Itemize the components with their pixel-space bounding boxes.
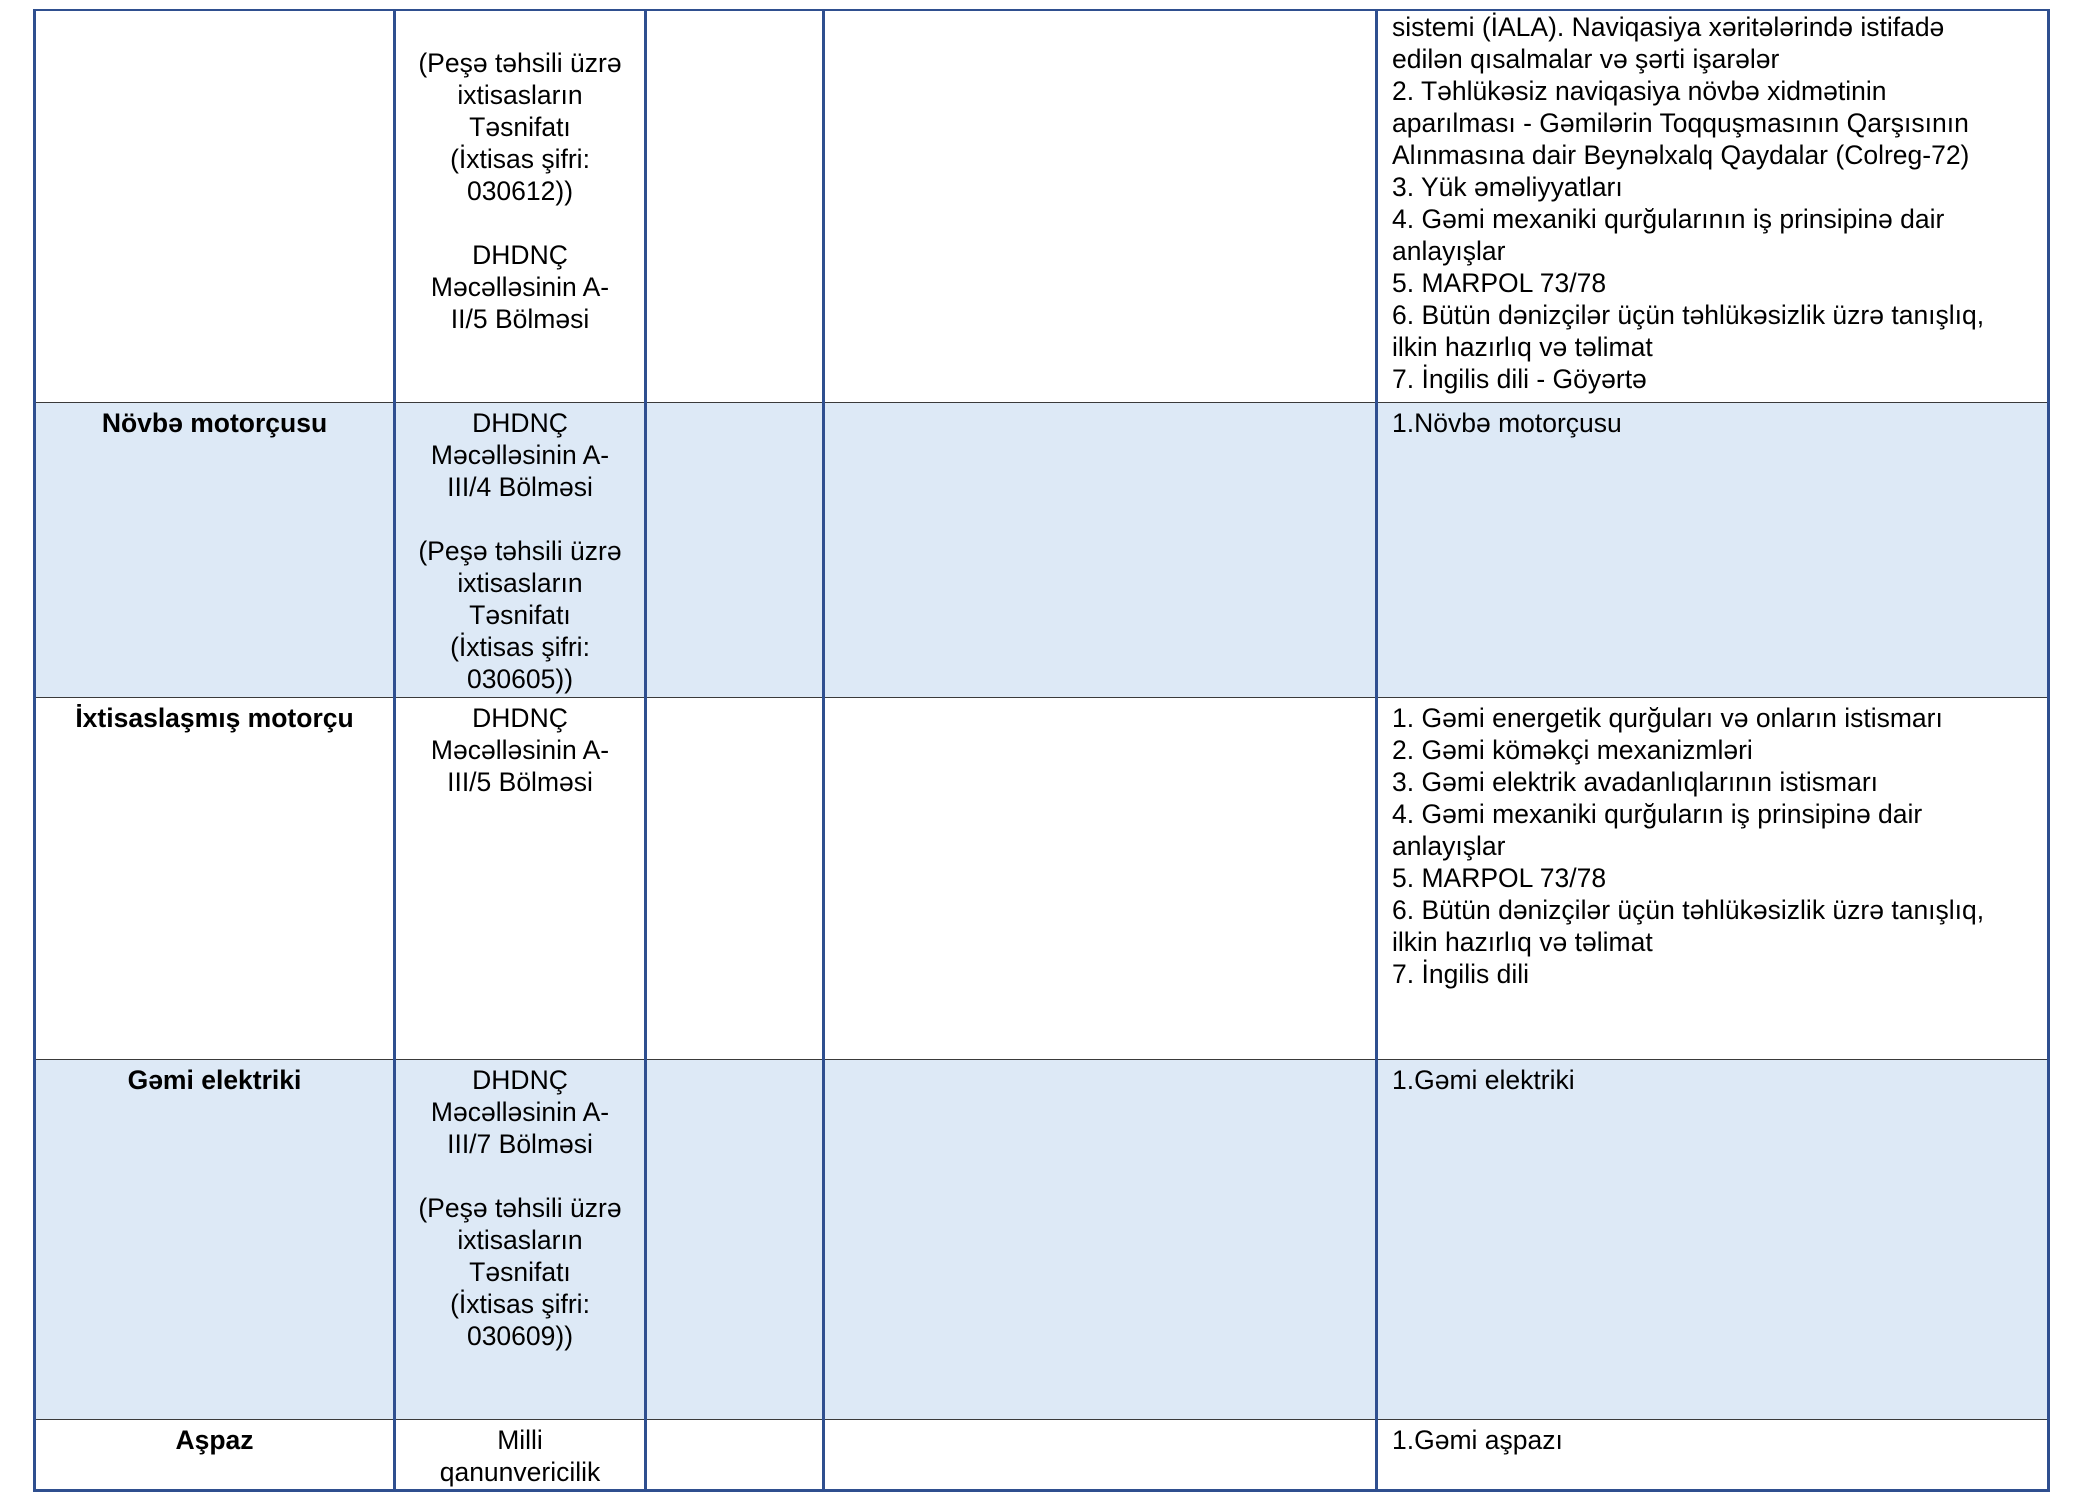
course-item: 4. Gəmi mexaniki qurğuların iş prinsipinə dair [1392, 799, 1923, 829]
standard-line: Məcəlləsinin A- [430, 440, 610, 470]
standard-line: III/5 Bölməsi [447, 767, 593, 797]
standard-line: ixtisasların [457, 568, 583, 598]
empty-cell [824, 1420, 1377, 1491]
standard-block-2 [410, 1192, 630, 1352]
standard-line: (İxtisas şifri: [450, 632, 590, 662]
courses-table [33, 9, 2050, 1492]
standard-line: DHDNÇ [472, 703, 568, 733]
standard-line: Məcəlləsinin A- [430, 1097, 610, 1127]
standard-line: 030609)) [466, 1321, 574, 1351]
standard-cell [395, 1060, 646, 1420]
course-item: sistemi (İALA). Naviqasiya xəritələrində istifadə [1392, 12, 1945, 42]
standard-line: Milli [497, 1425, 543, 1455]
table-row [35, 698, 2049, 1060]
table-row [35, 10, 2049, 403]
courses-cell [1377, 1060, 2049, 1420]
standard-line: 030605)) [466, 664, 574, 694]
position-name: Növbə motorçusu [101, 408, 328, 438]
empty-cell [824, 1060, 1377, 1420]
course-list [1392, 1424, 2037, 1456]
standard-line: (İxtisas şifri: [450, 1289, 590, 1319]
standard-line: (Peşə təhsili üzrə [418, 536, 622, 566]
standard-line: DHDNÇ [472, 240, 568, 270]
empty-cell [646, 1060, 824, 1420]
standard-block-1 [410, 1064, 630, 1160]
standard-line: (İxtisas şifri: [450, 144, 590, 174]
course-item: Alınmasına dair Beynəlxalq Qaydalar (Colreg-72) [1392, 140, 1970, 170]
standard-line: Təsnifatı [469, 112, 571, 142]
standard-cell [395, 403, 646, 698]
empty-cell [646, 403, 824, 698]
course-item: 5. MARPOL 73/78 [1392, 268, 1607, 298]
courses-cell [1377, 403, 2049, 698]
empty-cell [646, 10, 824, 403]
position-cell [35, 698, 395, 1060]
standard-block-1 [410, 702, 630, 798]
position-cell [35, 1060, 395, 1420]
standard-line: Təsnifatı [469, 1257, 571, 1287]
empty-cell [824, 10, 1377, 403]
course-item: ilkin hazırlıq və təlimat [1392, 927, 1653, 957]
courses-cell [1377, 1420, 2049, 1491]
course-list [1392, 702, 2037, 990]
course-item: 6. Bütün dənizçilər üçün təhlükəsizlik üzrə tanışlıq, [1392, 895, 1985, 925]
position-name: İxtisaslaşmış motorçu [75, 703, 354, 733]
course-item: 1. Gəmi energetik qurğuları və onların istismarı [1392, 703, 1943, 733]
course-item: 2. Təhlükəsiz naviqasiya növbə xidmətinin [1392, 76, 1887, 106]
standard-line: II/5 Bölməsi [450, 304, 590, 334]
course-item: 3. Gəmi elektrik avadanlıqlarının istismarı [1392, 767, 1879, 797]
empty-cell [824, 698, 1377, 1060]
course-item: aparılması - Gəmilərin Toqquşmasının Qarşısının [1392, 108, 1969, 138]
standard-line: III/4 Bölməsi [447, 472, 593, 502]
course-item: 1.Gəmi elektriki [1392, 1065, 1575, 1095]
standard-line: ixtisasların [457, 80, 583, 110]
course-item: 7. İngilis dili - Göyərtə [1392, 364, 1647, 394]
standard-line: (Peşə təhsili üzrə [418, 1193, 622, 1223]
course-item: anlayışlar [1392, 831, 1506, 861]
standard-line: qanunvericilik [439, 1457, 601, 1487]
course-item: 4. Gəmi mexaniki qurğularının iş prinsipinə dair [1392, 204, 1945, 234]
course-item: edilən qısalmalar və şərti işarələr [1392, 44, 1780, 74]
table-row [35, 1420, 2049, 1491]
course-item: 1.Gəmi aşpazı [1392, 1425, 1563, 1455]
course-list [1392, 407, 2037, 439]
course-item: 2. Gəmi köməkçi mexanizmləri [1392, 735, 1753, 765]
empty-cell [646, 1420, 824, 1491]
course-item: 5. MARPOL 73/78 [1392, 863, 1607, 893]
standard-line: III/7 Bölməsi [447, 1129, 593, 1159]
standard-line: DHDNÇ [472, 1065, 568, 1095]
standard-block-2 [410, 535, 630, 695]
position-name: Aşpaz [175, 1425, 254, 1455]
standard-line: Məcəlləsinin A- [430, 272, 610, 302]
course-item: 1.Növbə motorçusu [1392, 408, 1622, 438]
standard-line: ixtisasların [457, 1225, 583, 1255]
course-list [1392, 1064, 2037, 1096]
standard-cell [395, 10, 646, 403]
position-cell [35, 10, 395, 403]
standard-line: Məcəlləsinin A- [430, 735, 610, 765]
courses-cell [1377, 10, 2049, 403]
standard-block-1 [410, 407, 630, 503]
standard-line: (Peşə təhsili üzrə [418, 48, 622, 78]
empty-cell [824, 403, 1377, 698]
course-list [1392, 11, 2037, 395]
position-name: Gəmi elektriki [127, 1065, 302, 1095]
position-cell [35, 403, 395, 698]
standard-line: Təsnifatı [469, 600, 571, 630]
table-row [35, 1060, 2049, 1420]
courses-cell [1377, 698, 2049, 1060]
course-item: ilkin hazırlıq və təlimat [1392, 332, 1653, 362]
standard-block-1 [410, 1424, 630, 1488]
empty-cell [646, 698, 824, 1060]
course-item: 7. İngilis dili [1392, 959, 1529, 989]
course-item: 6. Bütün dənizçilər üçün təhlükəsizlik üzrə tanışlıq, [1392, 300, 1985, 330]
table-row [35, 403, 2049, 698]
standard-block-1 [410, 47, 630, 207]
standard-line: 030612)) [466, 176, 574, 206]
standard-cell [395, 698, 646, 1060]
table-body [35, 10, 2049, 1491]
standard-cell [395, 1420, 646, 1491]
standard-block-2 [410, 239, 630, 335]
standard-line: DHDNÇ [472, 408, 568, 438]
course-item: 3. Yük əməliyyatları [1392, 172, 1623, 202]
course-item: anlayışlar [1392, 236, 1506, 266]
position-cell [35, 1420, 395, 1491]
